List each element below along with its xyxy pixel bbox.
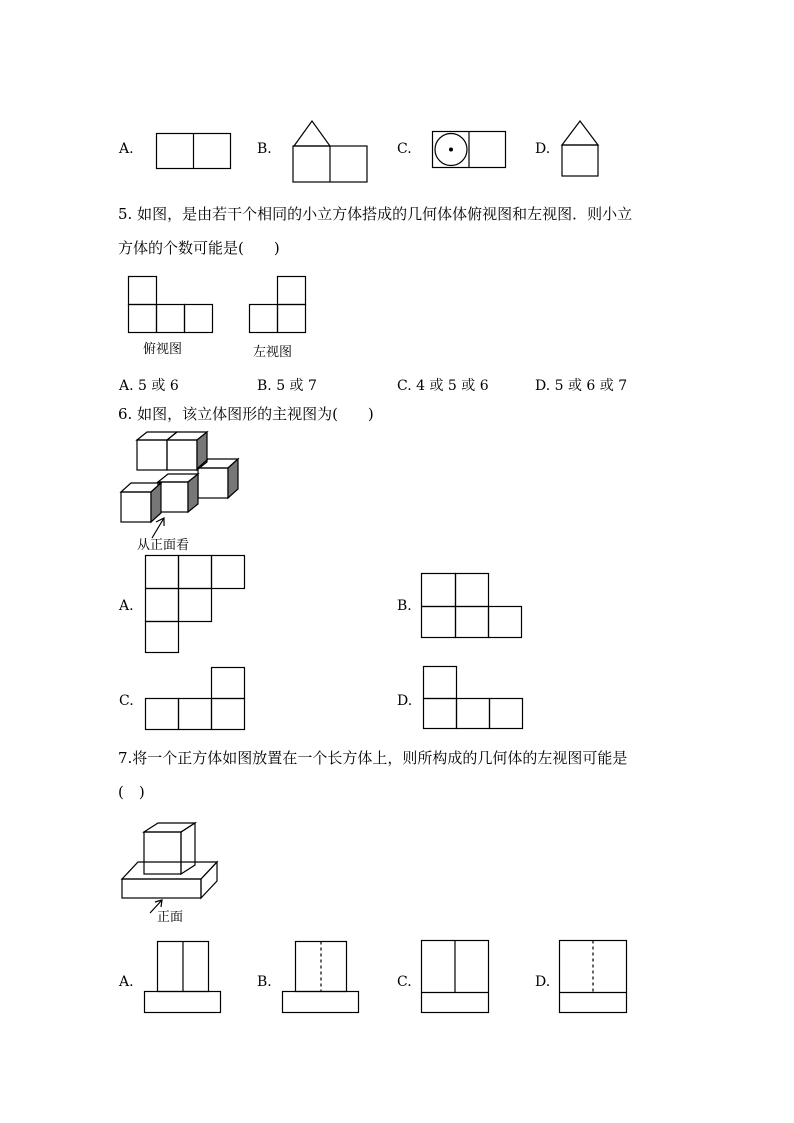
q6-option-b-label: B.	[397, 598, 412, 614]
q4-option-d-figure	[561, 119, 605, 181]
q7-option-c-label: C.	[397, 974, 412, 990]
q7-solid-figure	[118, 820, 222, 914]
q6-option-a-figure	[145, 555, 249, 655]
q4-option-b-figure	[292, 119, 372, 185]
q4-option-c-figure	[432, 131, 510, 171]
q7-option-b-figure	[282, 941, 362, 1017]
q7-option-a-figure	[144, 941, 224, 1017]
q6-option-d-label: D.	[397, 693, 413, 709]
q6-stem: 6. 如图，该立体图形的主视图为( )	[118, 405, 374, 423]
q6-option-b-figure	[421, 573, 525, 641]
q5-top-view-figure	[128, 276, 216, 336]
q4-option-a-label: A.	[119, 141, 134, 157]
q5-option-d: D. 5 或 6 或 7	[535, 378, 628, 394]
q5-left-view-figure	[249, 276, 309, 336]
q5-top-view-label: 俯视图	[143, 342, 183, 357]
q4-option-c-label: C.	[397, 141, 412, 157]
q7-option-d-figure	[559, 940, 631, 1016]
q5-left-view-label: 左视图	[253, 345, 293, 360]
q4-option-b-label: B.	[257, 141, 272, 157]
q5-option-a: A. 5 或 6	[119, 378, 179, 394]
q4-option-a-figure	[156, 133, 232, 173]
q7-option-a-label: A.	[119, 974, 134, 990]
q5-option-c: C. 4 或 5 或 6	[397, 378, 489, 394]
q7-option-b-label: B.	[257, 974, 272, 990]
q7-stem-line2: ( )	[118, 783, 145, 801]
q5-stem-line1: 5. 如图，是由若干个相同的小立方体搭成的几何体体俯视图和左视图．则小立	[118, 205, 633, 223]
q7-front-label: 正面	[157, 910, 184, 925]
q5-option-b: B. 5 或 7	[257, 378, 317, 394]
q6-option-c-figure	[145, 667, 249, 733]
q7-stem-line1: 7.将一个正方体如图放置在一个长方体上，则所构成的几何体的左视图可能是	[118, 749, 628, 767]
q6-option-a-label: A.	[119, 598, 134, 614]
q5-stem-line2: 方体的个数可能是( )	[118, 239, 280, 257]
q6-front-label: 从正面看	[137, 538, 190, 553]
q6-solid-figure	[118, 430, 243, 530]
q7-option-d-label: D.	[535, 974, 551, 990]
q4-option-d-label: D.	[535, 141, 551, 157]
q6-option-d-figure	[423, 666, 527, 732]
q7-option-c-figure	[421, 940, 493, 1016]
q6-option-c-label: C.	[119, 693, 134, 709]
